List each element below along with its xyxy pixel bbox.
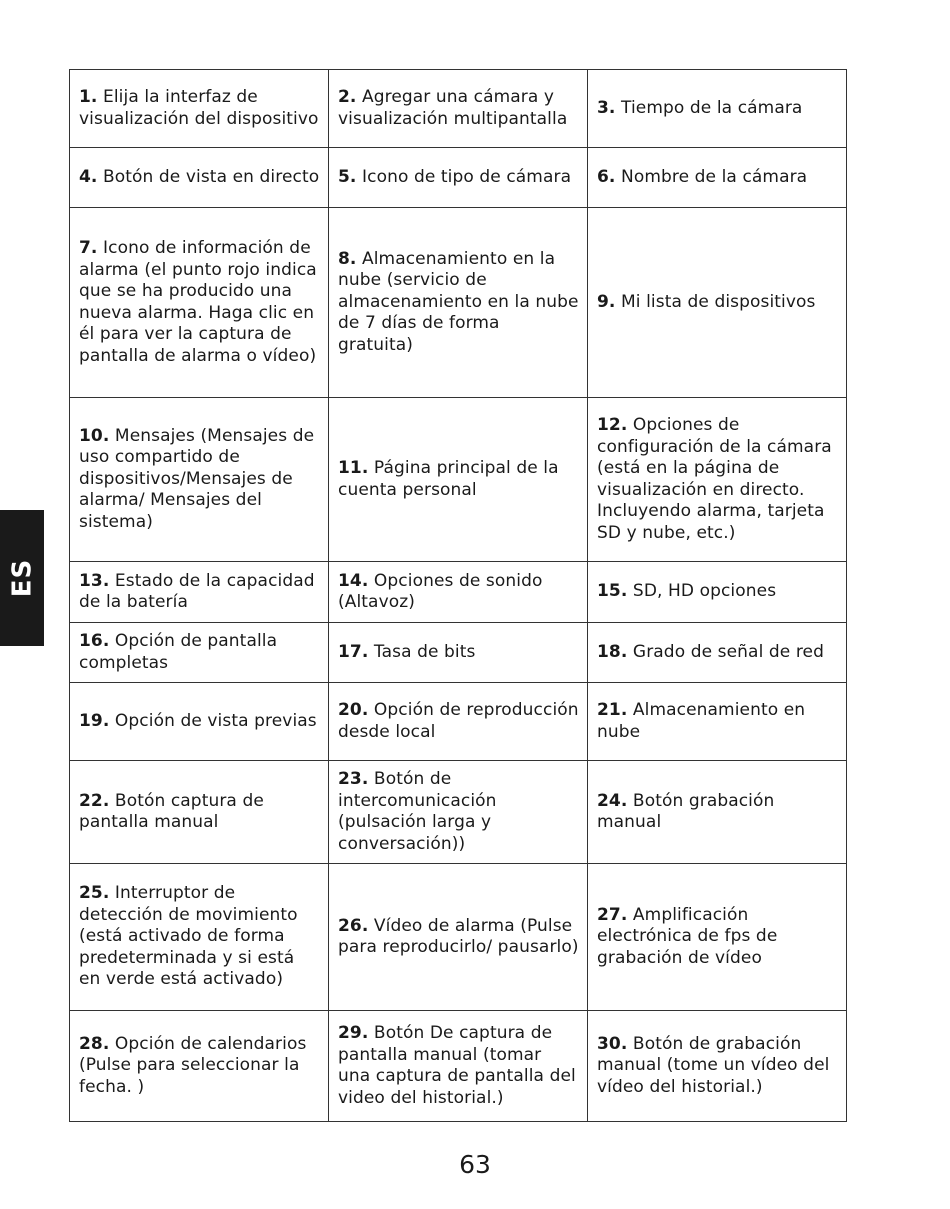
- table-row: [70, 398, 847, 562]
- legend-item-21: 21. Almacenamiento en nube: [588, 683, 847, 761]
- legend-item-22: 22. Botón captura de pantalla manual: [70, 761, 329, 864]
- legend-item-19: 19. Opción de vista previas: [70, 683, 329, 761]
- table-row: [70, 70, 847, 148]
- table-row: [70, 208, 847, 398]
- legend-item-3: 3. Tiempo de la cámara: [588, 70, 847, 148]
- legend-item-20: 20. Opción de reproducción desde local: [329, 683, 588, 761]
- legend-item-7: 7. Icono de información de alarma (el punto rojo indica que se ha producido una nueva alarma. Haga clic en él para ver la captura de pantalla de alarma o vídeo): [70, 208, 329, 398]
- legend-item-28: 28. Opción de calendarios (Pulse para seleccionar la fecha. ): [70, 1011, 329, 1122]
- table-row: [70, 683, 847, 761]
- table-row: [70, 864, 847, 1011]
- legend-item-16: 16. Opción de pantalla completas: [70, 623, 329, 683]
- language-tab: [0, 510, 44, 646]
- page-number: 63: [459, 1150, 491, 1179]
- legend-item-13: 13. Estado de la capacidad de la batería: [70, 562, 329, 623]
- legend-item-14: 14. Opciones de sonido (Altavoz): [329, 562, 588, 623]
- legend-item-25: 25. Interruptor de detección de movimiento (está activado de forma predeterminada y si está en verde está activado): [70, 864, 329, 1011]
- language-tab-label: ES: [7, 558, 37, 598]
- table-row: [70, 148, 847, 208]
- legend-item-6: 6. Nombre de la cámara: [588, 148, 847, 208]
- table-row: [70, 623, 847, 683]
- legend-item-30: 30. Botón de grabación manual (tome un vídeo del vídeo del historial.): [588, 1011, 847, 1122]
- legend-item-23: 23. Botón de intercomunicación (pulsación larga y conversación)): [329, 761, 588, 864]
- legend-item-15: 15. SD, HD opciones: [588, 562, 847, 623]
- legend-item-2: 2. Agregar una cámara y visualización multipantalla: [329, 70, 588, 148]
- table-row: [70, 562, 847, 623]
- legend-item-18: 18. Grado de señal de red: [588, 623, 847, 683]
- legend-item-9: 9. Mi lista de dispositivos: [588, 208, 847, 398]
- legend-item-4: 4. Botón de vista en directo: [70, 148, 329, 208]
- table-row: [70, 761, 847, 864]
- legend-item-11: 11. Página principal de la cuenta personal: [329, 398, 588, 562]
- legend-item-26: 26. Vídeo de alarma (Pulse para reproducirlo/ pausarlo): [329, 864, 588, 1011]
- legend-item-5: 5. Icono de tipo de cámara: [329, 148, 588, 208]
- table-row: [70, 1011, 847, 1122]
- legend-item-17: 17. Tasa de bits: [329, 623, 588, 683]
- legend-item-10: 10. Mensajes (Mensajes de uso compartido de dispositivos/Mensajes de alarma/ Mensajes del sistema): [70, 398, 329, 562]
- legend-item-12: 12. Opciones de configuración de la cámara (está en la página de visualización en directo. Incluyendo alarma, tarjeta SD y nube, etc.): [588, 398, 847, 562]
- legend-item-29: 29. Botón De captura de pantalla manual (tomar una captura de pantalla del video del historial.): [329, 1011, 588, 1122]
- legend-item-27: 27. Amplificación electrónica de fps de grabación de vídeo: [588, 864, 847, 1011]
- legend-item-1: 1. Elija la interfaz de visualización del dispositivo: [70, 70, 329, 148]
- legend-item-24: 24. Botón grabación manual: [588, 761, 847, 864]
- legend-table: [69, 69, 847, 1122]
- legend-item-8: 8. Almacenamiento en la nube (servicio de almacenamiento en la nube de 7 días de forma gratuita): [329, 208, 588, 398]
